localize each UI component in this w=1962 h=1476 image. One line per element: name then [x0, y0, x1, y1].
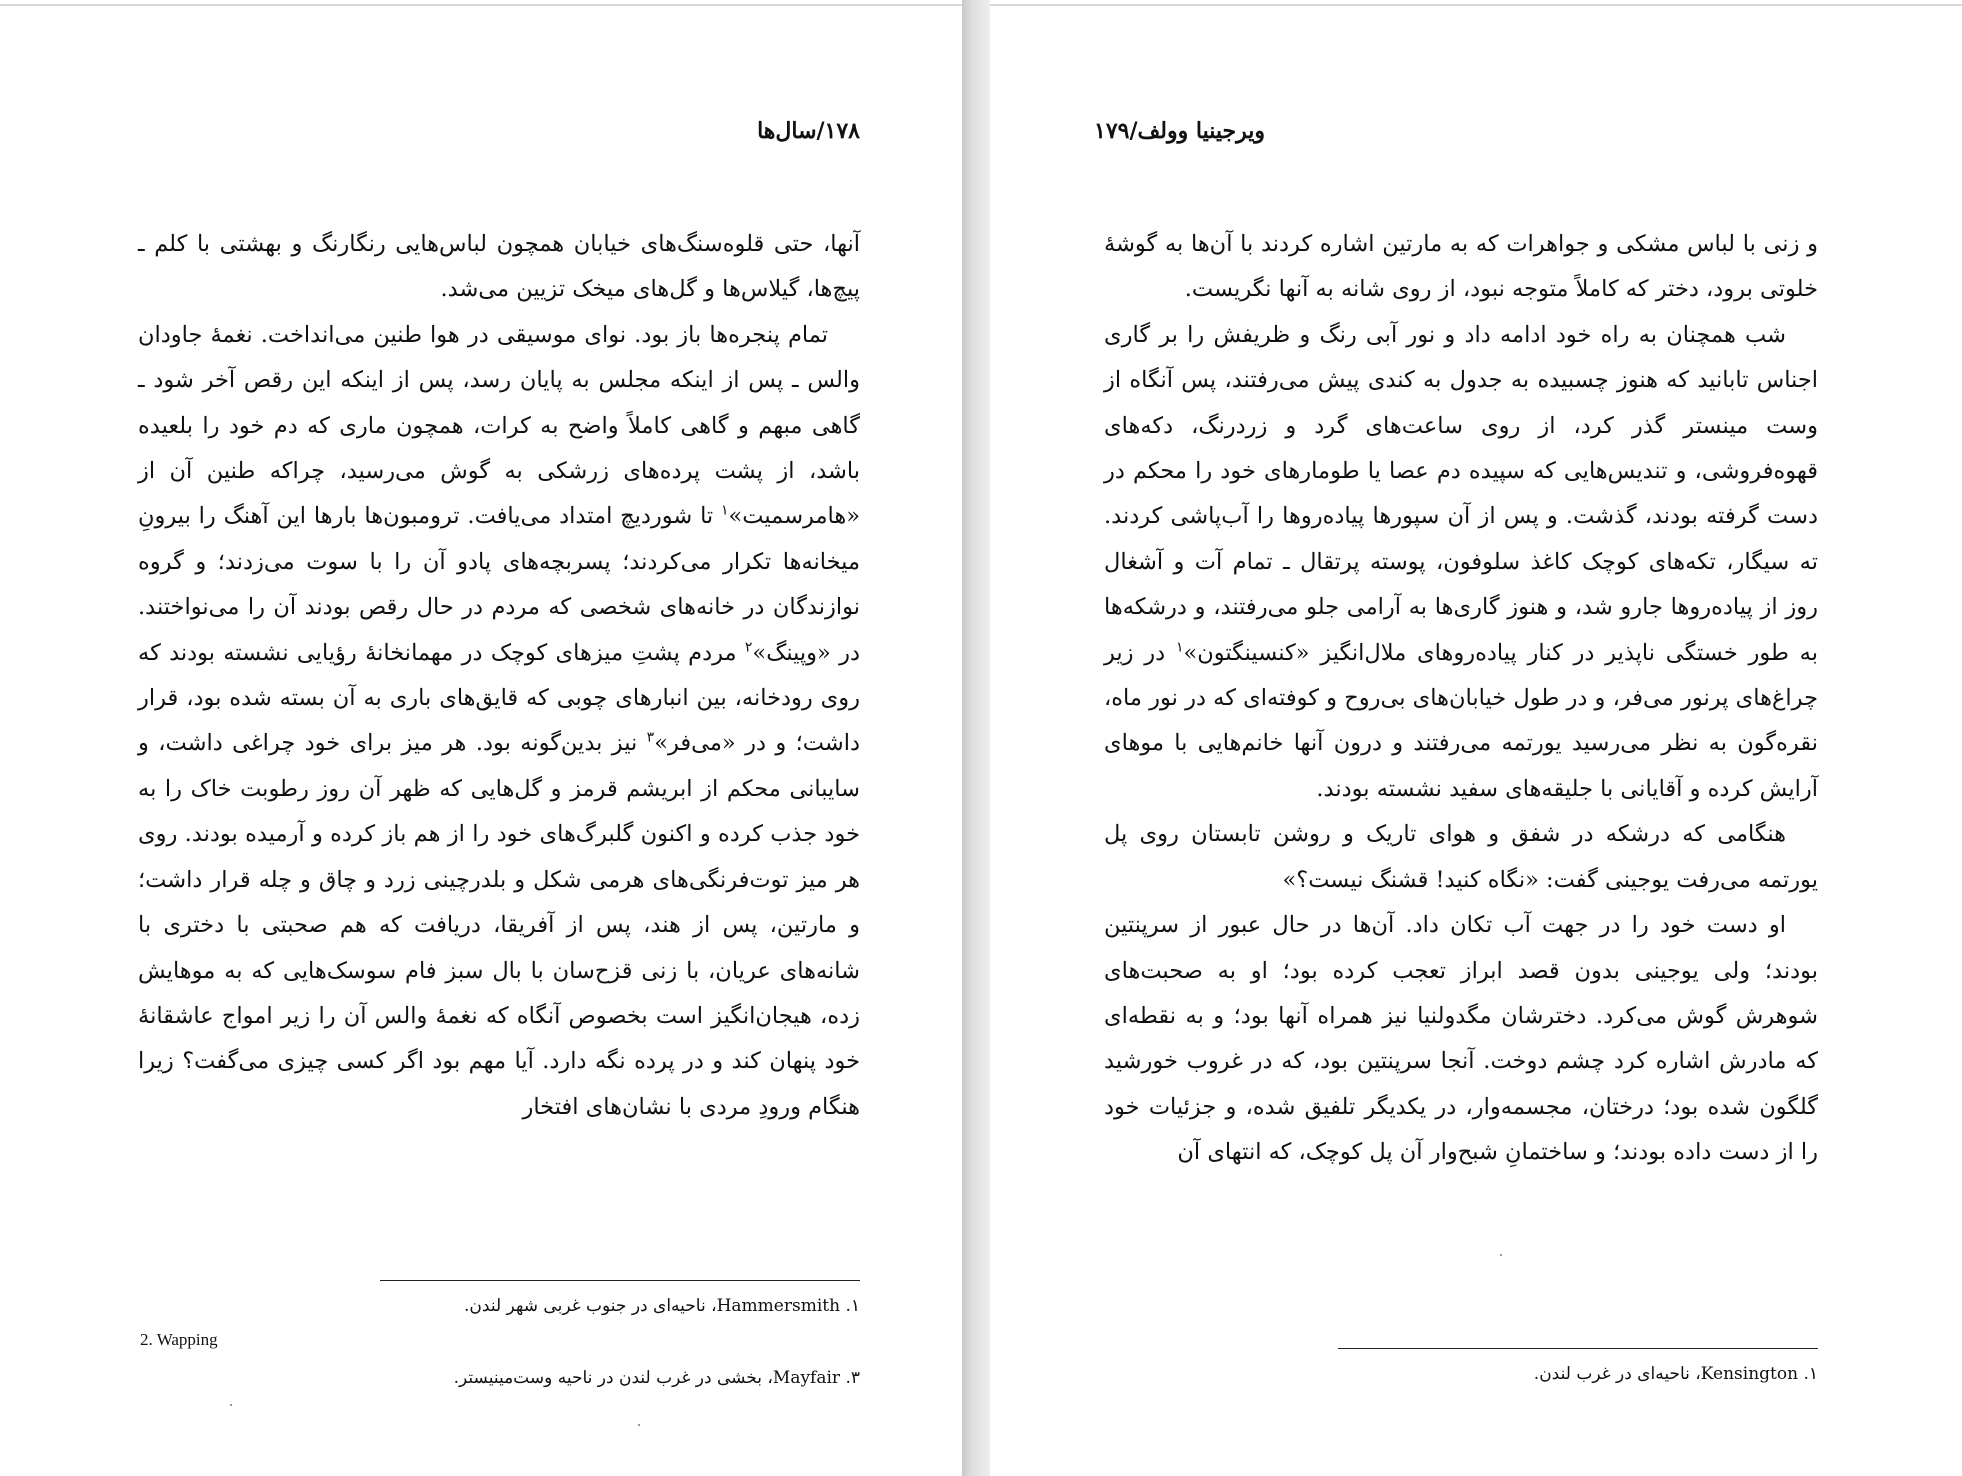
footnote-1: ۱. Kensington، ناحیه‌ای در غرب لندن. [1533, 1364, 1818, 1384]
footnote-marker[interactable]: ۱ [721, 502, 729, 519]
scan-speck [230, 1404, 232, 1406]
page-header-left: ۱۷۸/سال‌ها [757, 118, 860, 144]
text-run: در زیر چراغ‌های پرنور می‌فر، و در طول خیابان‌های بی‌روح و کوفته‌ای که در نور ماه، نقره‌گون به نظر می‌رسید یورتمه می‌رفتند و درون آنها خانم‌هایی با موهای آرایش کرده و آقایانی با جلیقه‌های سفید نشسته بودند. [1104, 639, 1818, 802]
footnote-divider [380, 1280, 860, 1281]
paragraph: آنها، حتی قلوه‌سنگ‌های خیابان همچون لباس‌هایی رنگارنگ و بهشتی با کلم ـ پیچ‌ها، گیلاس‌ها و گل‌های میخک تزیین می‌شد. [138, 231, 860, 303]
page-header-right: ویرجینیا وولف/۱۷۹ [1094, 118, 1265, 144]
page-178 [0, 6, 962, 1468]
footnote-divider [1338, 1348, 1818, 1349]
text-run: مردم پشتِ میزهای کوچک در مهمانخانهٔ رؤیایی نشسته بودند که روی رودخانه، بین انبارهای چوبی که قایق‌های باری به آن بسته شده بود، قرار داشت؛ و در «می‌فر» [138, 639, 860, 757]
paragraph [138, 313, 860, 1130]
page-gutter [962, 0, 990, 1476]
paragraph: و زنی با لباس مشکی و جواهرات که به مارتین اشاره کردند با آن‌ها به گوشهٔ خلوتی برود، دختر که کاملاً متوجه نبود، از روی شانه به آنها نگریست. [1104, 231, 1818, 303]
page-179 [990, 6, 1962, 1468]
text-run: شب همچنان به راه خود ادامه داد و نور آبی رنگ و ظریفش را بر گاری اجناس تابانید که هنوز چسبیده به جدول به کندی پیش می‌رفتند، پس آنگاه از وست مینستر گذر کرد، از روی ساعت‌های گرد و زردرنگ، دکه‌های قهوه‌فروشی، و تندیس‌هایی که سپیده دم عصا یا طومارهای خود را محکم در دست گرفته بودند، گذشت. و پس از آن سپورها پیاده‌روها را آب‌پاشی کردند. ته سیگار، تکه‌های کوچک کاغذ سلوفون، پوسته پرتقال ـ تمام آت و آشغال روز از پیاده‌روها جارو شد، و هنوز گاری‌ها به آرامی جلو می‌رفتند، و درشکه‌ها به طور خستگی ناپذیر در کنار پیاده‌روهای ملال‌انگیز «کنسینگتون» [1104, 321, 1819, 666]
footnote-1: ۱. Hammersmith، ناحیه‌ای در جنوب غربی شهر لندن. [464, 1296, 860, 1316]
scan-speck [638, 1424, 640, 1426]
footnote-2: 2. Wapping [140, 1330, 218, 1349]
footnote-3: ۳. Mayfair، بخشی در غرب لندن در ناحیه وست‌مینیستر. [453, 1368, 860, 1388]
page-body-right [1104, 222, 1818, 1176]
footnote-marker[interactable]: ۲ [744, 639, 753, 656]
paragraph: او دست خود را در جهت آب تکان داد. آن‌ها در حال عبور از سرپنتین بودند؛ ولی یوجینی بدون قصد ابراز تعجب کرده بود؛ او به صحبت‌های شوهرش گوش می‌کرد. دخترشان مگدولنیا نیز همراه آنها بود؛ و به نقطه‌ای که مادرش اشاره کرد چشم دوخت. آنجا سرپنتین بود، که در غروب خورشید گلگون شده بود؛ درختان، مجسمه‌وار، در یکدیگر تلفیق شده، و جزئیات خود را از دست داده بودند؛ و ساختمانِ شبح‌وار آن پل کوچک، که انتهای آن [1104, 912, 1818, 1166]
text-run: تا شوردیچ امتداد می‌یافت. ترومبون‌ها بارها این آهنگ را بیرونِ میخانه‌ها تکرار می‌کردند؛ پسربچه‌های پادو آن را با سوت می‌زدند؛ و گروه نوازندگان در خانه‌های شخصی که مردم در حال رقص بودند آن را می‌نواختند. در «وپینگ» [138, 503, 860, 666]
paragraph [1104, 313, 1818, 812]
scan-speck [1500, 1254, 1502, 1256]
footnote-marker[interactable]: ۱ [1175, 639, 1184, 656]
paragraph: هنگامی که درشکه در شفق و هوای تاریک و روشن تابستان روی پل یورتمه می‌رفت یوجینی گفت: «نگاه کنید! قشنگ نیست؟» [1104, 821, 1818, 893]
footnote-marker[interactable]: ۳ [646, 729, 655, 746]
page-body-left [138, 222, 860, 1130]
text-run: تمام پنجره‌ها باز بود. نوای موسیقی در هوا طنین می‌انداخت. نغمهٔ جاودان والس ـ پس از اینکه مجلس به پایان رسد، پس از اینکه این رقص آخر شود ـ گاهی مبهم و گاهی کاملاً واضح به کرات، همچون ماری که دم خود را بلعیده باشد، از پشت پرده‌های زرشکی به گوش می‌رسید، چراکه طنین آن از «هامرسمیت» [138, 321, 860, 530]
text-run: نیز بدین‌گونه بود. هر میز برای خود چراغی داشت، و سایبانی محکم از ابریشم قرمز و گل‌هایی که ظهر آن روز رطوبت خاک را به خود جذب کرده و اکنون گلبرگ‌های خود را از هم باز کرده و آرمیده بودند. روی هر میز توت‌فرنگی‌های هرمی شکل و بلدرچینی زرد و چاق و چله قرار داشت؛ و مارتین، پس از هند، پس از آفریقا، دریافت که هم صحبتی با دختری با شانه‌های عریان، با زنی قزح‌سان با بال سبز فام سوسک‌هایی که به موهایش زده، هیجان‌انگیز است بخصوص آنگاه که نغمهٔ والس آن را زیر امواج عاشقانهٔ خود پنهان کند و در پرده نگه دارد. آیا مهم بود اگر کسی چیزی می‌گفت؟ زیرا هنگام ورودِ مردی با نشان‌های افتخار [138, 730, 860, 1120]
